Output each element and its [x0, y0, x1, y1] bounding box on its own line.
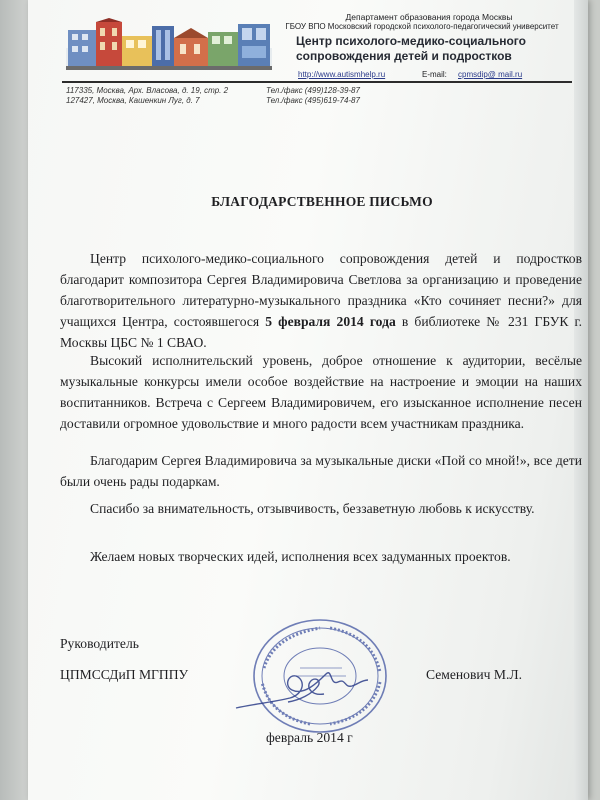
center-logo-icon: [66, 18, 272, 70]
phone-line-2: Тел./факс (495)619-74-87: [266, 96, 360, 105]
paragraph-1-date: 5 февраля 2014 года: [265, 314, 396, 329]
letter-paragraph-2: Высокий исполнительский уровень, доброе отношение к аудитории, весёлые музыкальные конкурсы имели особое воздействие на настроение и эмоции на наших воспитанников. Встреча с Сергеем Владимировичем, его изысканное исполнение песен доставили огромное удовольствие и много радости всем участникам праздника.: [60, 353, 582, 431]
signature-name: Семенович М.Л.: [426, 667, 523, 682]
letter-page: [28, 0, 588, 800]
address-line-1: 117335, Москва, Арх. Власова, д. 19, стр. 2: [66, 86, 229, 95]
header-university: ГБОУ ВПО Московский городской психолого-педагогический университет: [285, 22, 559, 31]
paragraph-1-text-end: в библиотеке № 231 ГБУК г. Москвы ЦБС № 1 СВАО.: [60, 314, 582, 350]
letter-date: февраль 2014 г: [266, 730, 353, 745]
letter-paragraph-5: Желаем новых творческих идей, исполнения всех задуманных проектов.: [90, 549, 511, 564]
header-website-link[interactable]: http://www.autismhelp.ru: [298, 70, 386, 79]
signature-role: Руководитель: [60, 636, 139, 651]
header-email-label: E-mail:: [422, 70, 447, 79]
address-line-2: 127427, Москва, Кашенкин Луг, д. 7: [66, 96, 200, 105]
header-center-name: Центр психолого-медико-социального сопровождения детей и подростков: [296, 34, 526, 63]
letter-paragraph-4: Спасибо за внимательность, отзывчивость, беззаветную любовь к искусству.: [90, 501, 535, 516]
phone-line-1: Тел./факс (499)128-39-87: [266, 86, 360, 95]
letter-paragraph-3: Благодарим Сергея Владимировича за музыкальные диски «Пой со мной!», все дети были очень рады подаркам.: [60, 453, 582, 489]
paragraph-1-text: Центр психолого-медико-социального сопровождения детей и подростков благодарит композитора Сергея Владимировича Светлова за организацию и проведение благотворительного литературно-музыкального праздника «Кто сочиняет песни?» для учащихся Центра, состоявшегося: [60, 251, 582, 329]
letter-title: БЛАГОДАРСТВЕННОЕ ПИСЬМО: [211, 194, 433, 209]
letter-paragraph-1: [60, 248, 582, 353]
official-stamp-icon: [234, 616, 398, 736]
header-divider: [62, 81, 572, 83]
header-department: Департамент образования города Москвы: [345, 12, 513, 22]
header-email-link[interactable]: cpmsdip@ mail.ru: [458, 70, 523, 79]
signature-organization: ЦПМССДиП МГППУ: [60, 667, 189, 682]
